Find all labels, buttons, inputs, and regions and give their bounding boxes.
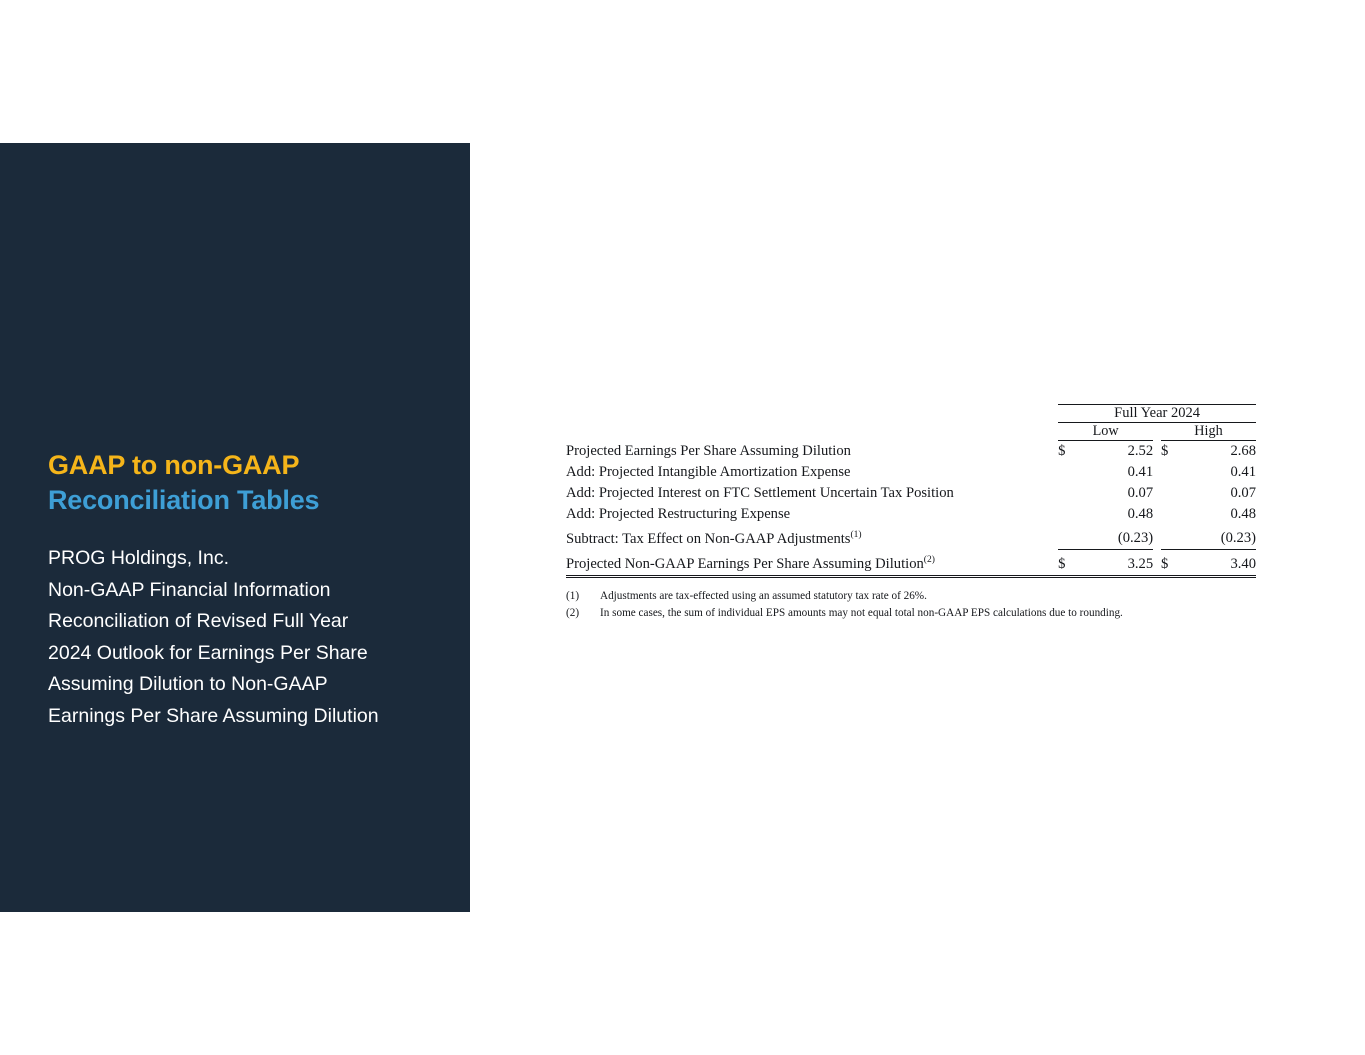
footnote-item	[566, 588, 1266, 605]
spacer-cell	[1153, 483, 1161, 504]
row-label: Add: Projected Intangible Amortization Expense	[566, 464, 851, 480]
row-value-high: 0.41	[1230, 464, 1256, 480]
subtitle-line-3: Reconciliation of Revised Full Year	[48, 610, 349, 633]
row-label-footnote-mark: (1)	[850, 530, 862, 540]
total-label	[566, 550, 1058, 576]
spacer-cell	[566, 423, 1058, 441]
table-row	[566, 504, 1256, 525]
spacer-cell	[1153, 441, 1161, 463]
spacer-cell	[1153, 423, 1161, 441]
spacer-cell	[1153, 525, 1161, 550]
table-row	[566, 462, 1256, 483]
subtitle-line-6: Earnings Per Share Assuming Dilution	[48, 704, 379, 727]
spacer-cell	[1153, 462, 1161, 483]
spacer-cell	[1153, 504, 1161, 525]
row-value-low: 0.48	[1127, 506, 1154, 522]
total-value-low: 3.25	[1080, 550, 1153, 576]
row-value-low: 0.07	[1127, 485, 1154, 501]
subtitle-line-2: Non-GAAP Financial Information	[48, 578, 331, 601]
row-currency-low	[1058, 504, 1080, 525]
column-header-high: High	[1161, 423, 1256, 441]
row-currency-high	[1161, 483, 1183, 504]
column-header-low: Low	[1058, 423, 1153, 441]
table-group-header-row	[566, 405, 1256, 423]
slide-subtitle	[48, 543, 446, 732]
footnote-text: Adjustments are tax-effected using an assumed statutory tax rate of 26%.	[600, 589, 927, 602]
row-value-low: 0.41	[1127, 464, 1154, 480]
title-panel	[0, 143, 470, 912]
row-value-high: 0.48	[1230, 506, 1256, 522]
row-value-high: (0.23)	[1183, 525, 1256, 550]
row-currency-high: $	[1160, 443, 1169, 459]
footnote-mark: (1)	[566, 589, 580, 602]
row-currency-low: $	[1058, 443, 1066, 459]
row-value-low: (0.23)	[1080, 525, 1153, 550]
reconciliation-table	[566, 404, 1256, 578]
row-currency-low	[1058, 462, 1080, 483]
footnote-text: In some cases, the sum of individual EPS amounts may not equal total non-GAAP EPS calculations due to rounding.	[600, 607, 1123, 620]
table-row	[566, 483, 1256, 504]
subtitle-line-1: PROG Holdings, Inc.	[48, 547, 229, 570]
row-value-high: 0.07	[1230, 485, 1256, 501]
row-currency-low	[1058, 525, 1080, 550]
row-label: Add: Projected Interest on FTC Settlement Uncertain Tax Position	[566, 485, 954, 501]
row-value-high: 2.68	[1230, 443, 1256, 459]
table-row	[566, 441, 1256, 463]
row-label-text: Subtract: Tax Effect on Non-GAAP Adjustments	[566, 530, 851, 547]
row-label: Projected Earnings Per Share Assuming Dilution	[566, 443, 851, 459]
row-label: Add: Projected Restructuring Expense	[566, 506, 791, 522]
row-currency-high	[1161, 462, 1183, 483]
total-currency-low: $	[1058, 550, 1080, 576]
spacer-cell	[566, 405, 1058, 423]
total-currency-high: $	[1161, 550, 1183, 576]
footnotes	[566, 588, 1266, 623]
row-label	[566, 525, 1058, 550]
total-label-text: Projected Non-GAAP Earnings Per Share Assuming Dilution	[566, 555, 924, 572]
subtitle-line-4: 2024 Outlook for Earnings Per Share	[48, 641, 368, 664]
row-currency-low	[1058, 483, 1080, 504]
group-header-full-year-2024: Full Year 2024	[1058, 405, 1256, 423]
footnote-mark: (2)	[566, 607, 580, 620]
row-currency-high	[1161, 525, 1183, 550]
footnote-item	[566, 605, 1266, 622]
reconciliation-table-area	[566, 404, 1266, 622]
table-column-header-row	[566, 423, 1256, 441]
slide-title-line-2: Reconciliation Tables	[48, 484, 320, 515]
table-row	[566, 525, 1256, 550]
row-value-low: 2.52	[1127, 443, 1154, 459]
title-panel-content	[48, 448, 446, 733]
total-value-high: 3.40	[1183, 550, 1256, 576]
table-total-row	[566, 550, 1256, 576]
subtitle-line-5: Assuming Dilution to Non-GAAP	[48, 673, 328, 696]
slide-title-line-1: GAAP to non-GAAP	[48, 450, 300, 480]
total-label-footnote-mark: (2)	[923, 554, 935, 565]
row-currency-high	[1161, 504, 1183, 525]
spacer-cell	[1153, 550, 1161, 576]
